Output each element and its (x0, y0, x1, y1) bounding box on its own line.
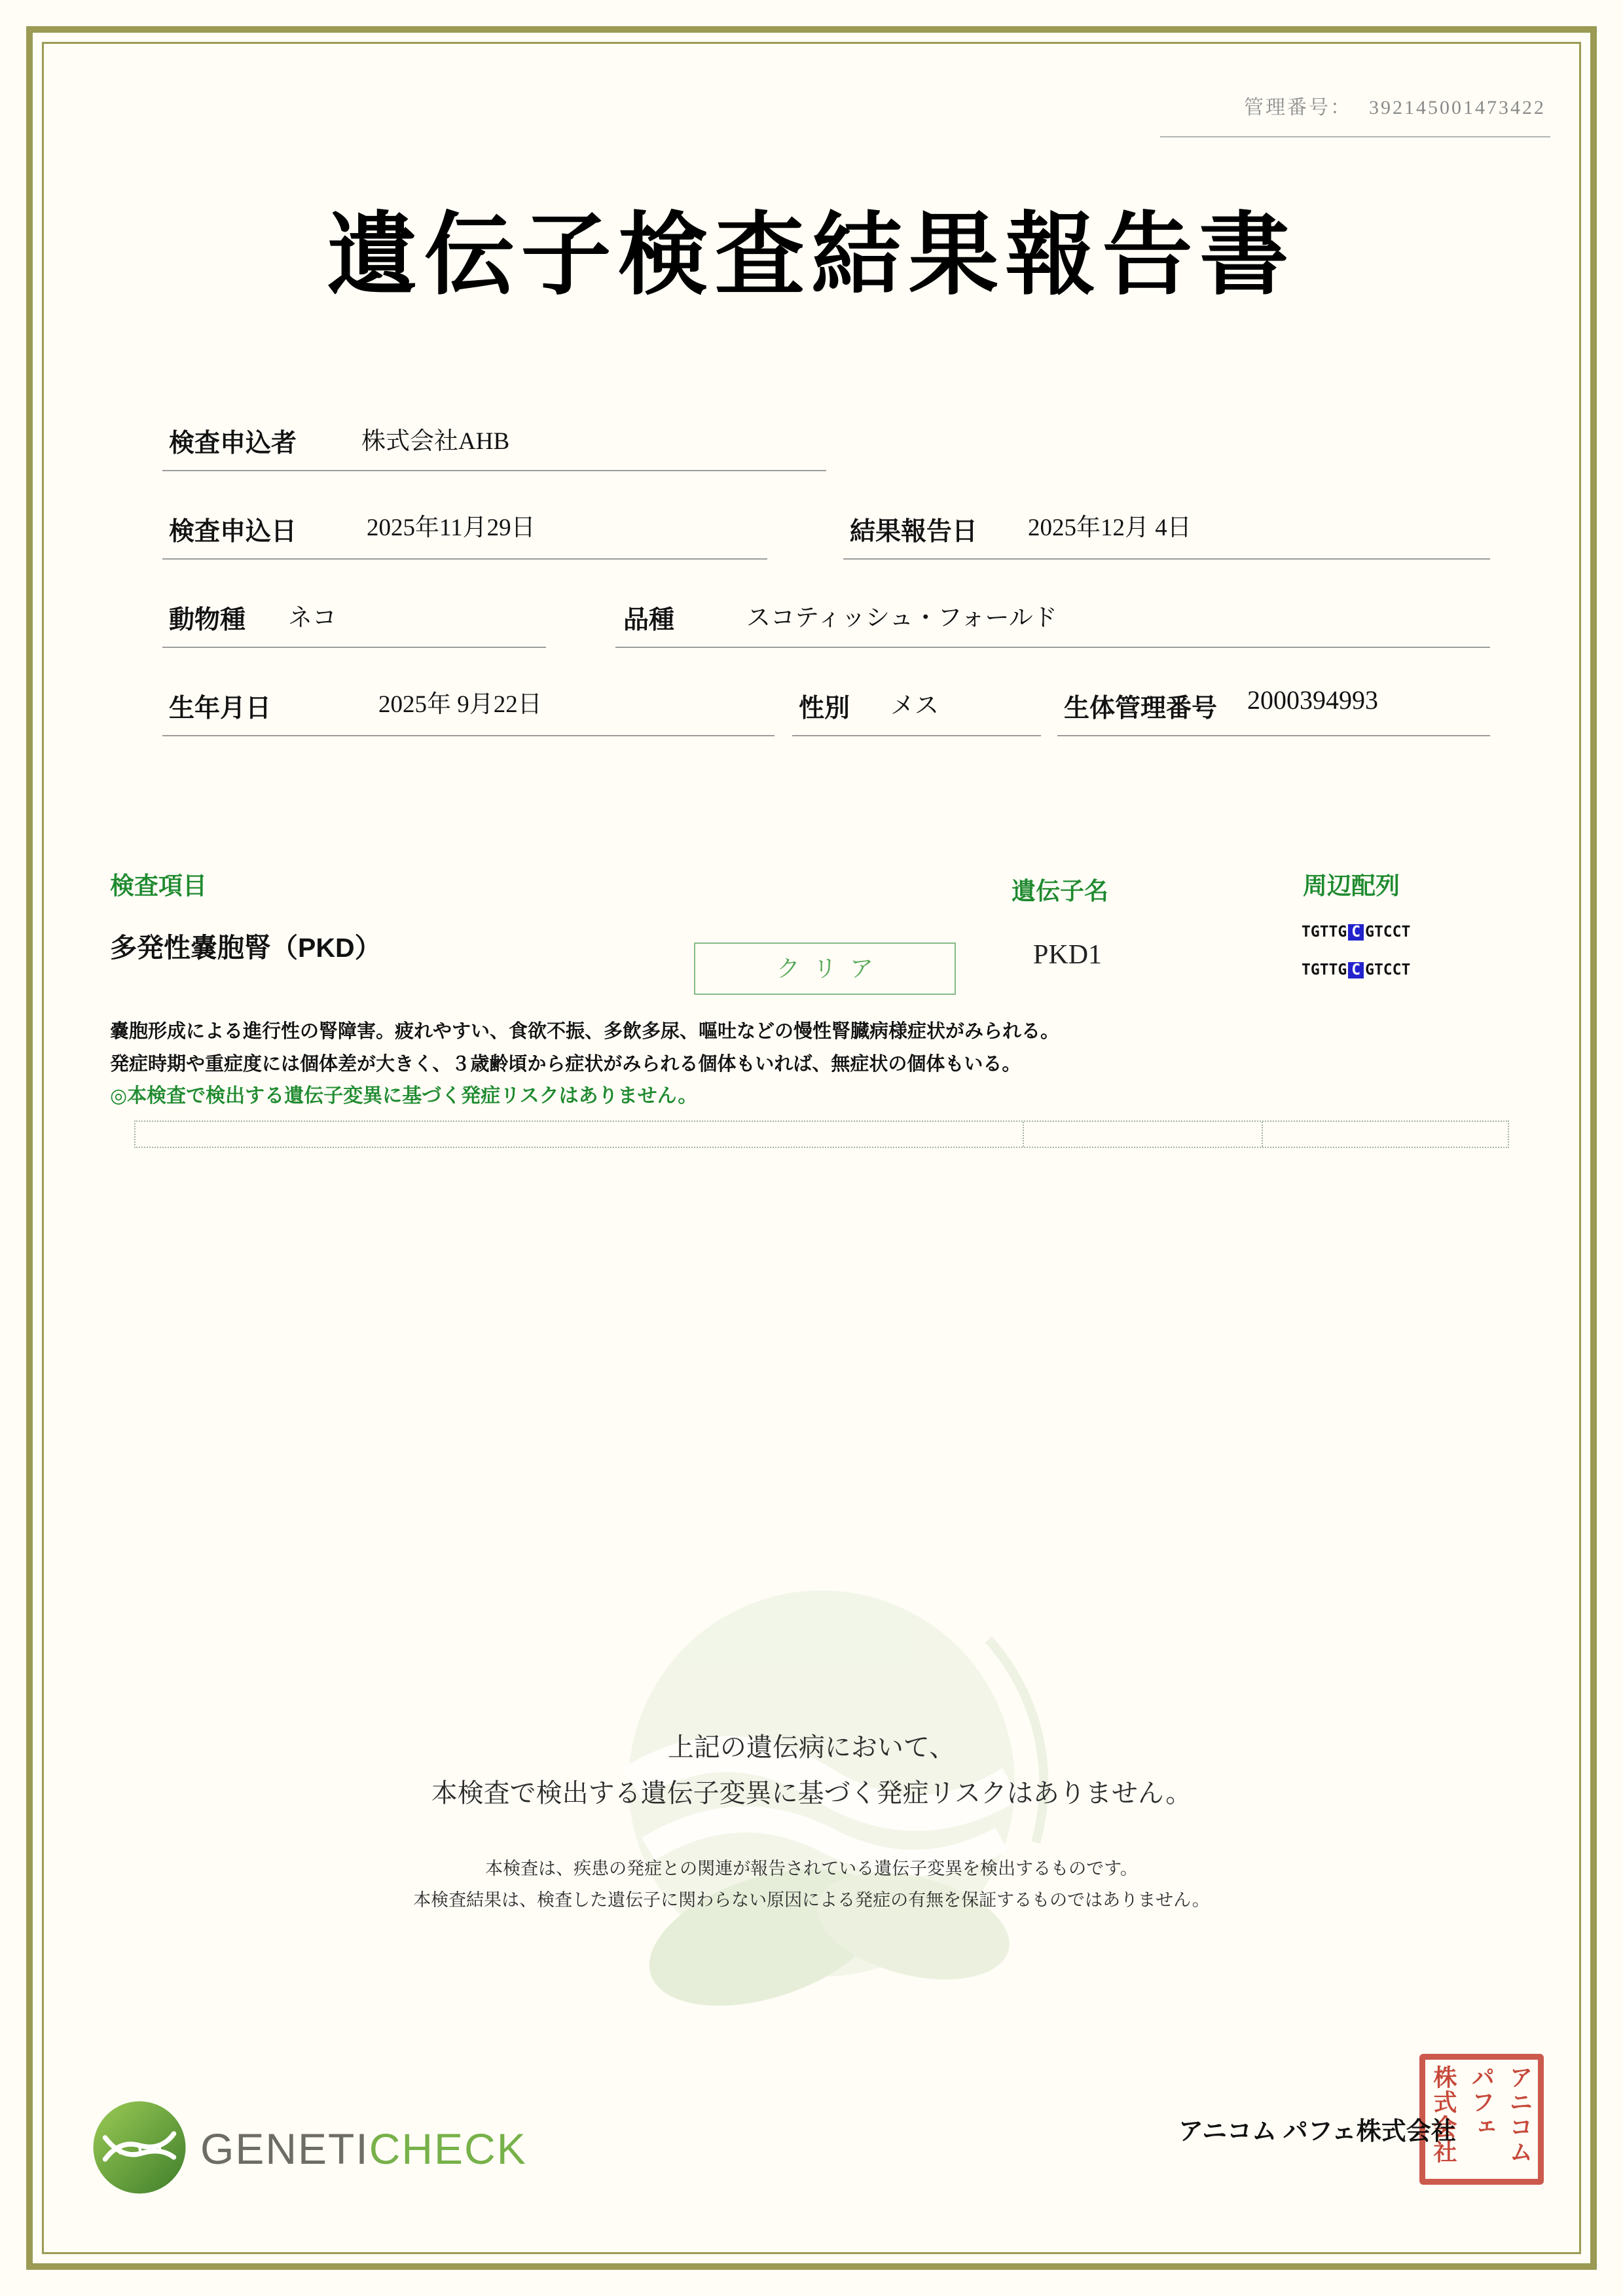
sequence-1-variant: C (1348, 924, 1364, 941)
sequence-2-suffix: GTCCT (1365, 961, 1411, 978)
applicant-label: 検査申込者 (169, 429, 297, 457)
sex-label: 性別 (799, 694, 850, 723)
animal-id-value: 2000394993 (1247, 685, 1378, 715)
management-number-label: 管理番号： (1244, 97, 1352, 118)
risk-note: ◎本検査で検出する遺伝子変異に基づく発症リスクはありません。 (110, 1085, 698, 1107)
gene-name: PKD1 (1033, 940, 1103, 970)
sex-value: メス (890, 692, 939, 719)
sequence-1-prefix: TGTTG (1302, 924, 1347, 941)
apply-date-label: 検査申込日 (169, 518, 297, 546)
birth-date-value: 2025年 9月22日 (378, 691, 542, 718)
seal-column-2: パフェ (1468, 2065, 1495, 2140)
results-header-gene: 遺伝子名 (1012, 878, 1108, 905)
report-date-label: 結果報告日 (850, 518, 978, 546)
geneticheck-logo-icon (90, 2098, 189, 2197)
breed-label: 品種 (623, 606, 675, 634)
birth-date-underline (162, 735, 775, 736)
disease-description-line-1: 嚢胞形成による進行性の腎障害。疲れやすい、食欲不振、多飲多尿、嘔吐などの慢性腎臓病様症状がみられる。 (110, 1021, 1060, 1042)
report-date-underline (843, 558, 1490, 560)
sequence-2-variant: C (1348, 962, 1364, 978)
sequence-line-2 (1302, 962, 1410, 978)
geneticheck-wordmark (200, 2125, 527, 2173)
birth-date-label: 生年月日 (169, 694, 272, 723)
report-date-value: 2025年12月 4日 (1028, 514, 1192, 541)
breed-underline (615, 647, 1490, 648)
management-number (1244, 98, 1546, 118)
seal-column-1: アニコム (1506, 2065, 1533, 2164)
empty-result-row-guide (134, 1121, 1509, 1148)
species-value: ネコ (288, 605, 337, 632)
breed-value: スコティッシュ・フォールド (746, 605, 1057, 632)
results-header-item: 検査項目 (110, 873, 207, 900)
summary-note-2: 本検査結果は、検査した遺伝子に関わらない原因による発症の有無を保証するものではありません。 (413, 1890, 1210, 1910)
management-number-underline (1160, 136, 1550, 137)
results-header-sequence: 周辺配列 (1303, 873, 1400, 900)
applicant-underline (162, 470, 826, 471)
result-status-badge: クリア (694, 942, 956, 995)
species-underline (162, 647, 546, 648)
company-seal-stamp (1419, 2054, 1544, 2185)
test-item-name: 多発性嚢胞腎（PKD） (110, 933, 382, 963)
sequence-line-1 (1302, 924, 1410, 941)
applicant-value: 株式会社AHB (361, 428, 510, 455)
summary-note-1: 本検査は、疾患の発症との関連が報告されている遺伝子変異を検出するものです。 (485, 1859, 1138, 1878)
company-name: アニコム パフェ株式会社 (1178, 2118, 1456, 2145)
sequence-2-prefix: TGTTG (1302, 961, 1347, 978)
animal-id-label: 生体管理番号 (1064, 694, 1218, 723)
sex-underline (792, 735, 1041, 736)
animal-id-underline (1057, 735, 1490, 736)
summary-line-1: 上記の遺伝病において、 (667, 1733, 956, 1762)
disease-description-line-2: 発症時期や重症度には個体差が大きく、３歳齢頃から症状がみられる個体もいれば、無症状の個体もいる。 (110, 1054, 1021, 1075)
management-number-value: 392145001473422 (1369, 97, 1546, 118)
wordmark-check: CHECK (369, 2125, 527, 2173)
sequence-1-suffix: GTCCT (1365, 924, 1411, 941)
wordmark-geneti: GENETI (200, 2125, 369, 2173)
species-label: 動物種 (169, 606, 246, 634)
summary-line-2: 本検査で検出する遺伝子変異に基づく発症リスクはありません。 (431, 1779, 1192, 1808)
empty-row-divider-1 (1023, 1122, 1024, 1147)
apply-date-value: 2025年11月29日 (367, 514, 536, 541)
page-title: 遺伝子検査結果報告書 (327, 206, 1296, 306)
apply-date-underline (162, 558, 767, 560)
empty-row-divider-2 (1262, 1122, 1263, 1147)
seal-column-3: 株式会社 (1431, 2065, 1457, 2164)
